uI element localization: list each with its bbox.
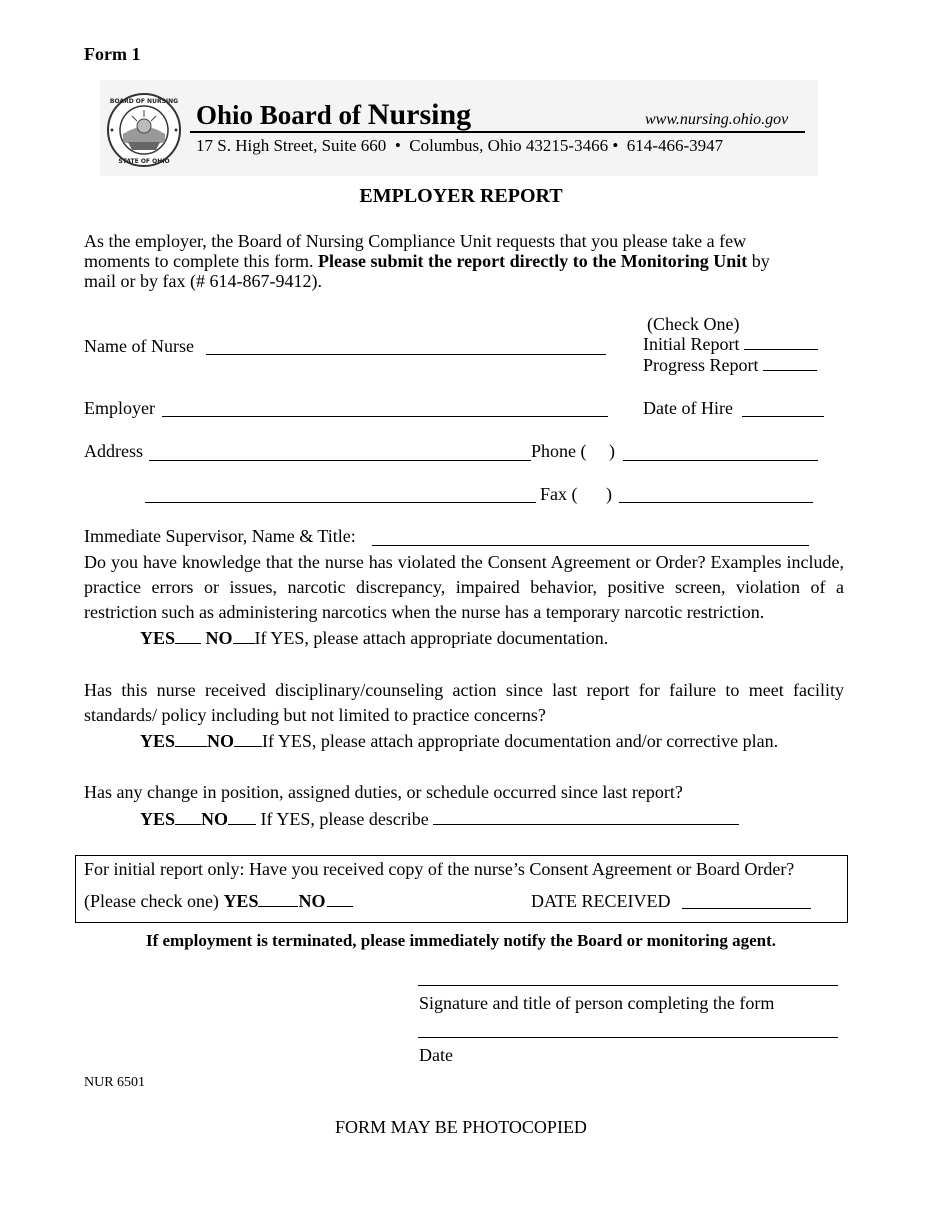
question-1-yes-blank[interactable]: [175, 629, 201, 644]
question-3-text: Has any change in position, assigned duties, or schedule occurred since last report?: [84, 782, 683, 802]
question-2-no-blank[interactable]: [234, 732, 262, 747]
photocopy-footer: FORM MAY BE PHOTOCOPIED: [335, 1117, 587, 1137]
date-of-hire-label: Date of Hire: [643, 398, 733, 418]
initial-box-question: For initial report only: Have you received copy of the nurse’s Consent Agreement or Board Order?: [84, 859, 795, 879]
progress-report-checkbox[interactable]: Progress Report: [643, 355, 817, 375]
address-field-line2[interactable]: [145, 502, 536, 503]
fax-field[interactable]: [619, 502, 813, 503]
question-3-no-blank[interactable]: [228, 810, 256, 825]
signature-field[interactable]: [418, 985, 838, 986]
signature-label: Signature and title of person completing the form: [419, 993, 775, 1013]
phone-field[interactable]: [623, 460, 818, 461]
fax-label: Fax (: [540, 484, 578, 504]
address-field-line1[interactable]: [149, 460, 531, 461]
header-rule: [190, 131, 805, 133]
question-2-yes-blank[interactable]: [175, 732, 207, 747]
initial-box-answer-row: (Please check one) YES NO: [84, 891, 353, 911]
seal-bottom-text: STATE OF OHIO: [118, 158, 170, 165]
form-number: NUR 6501: [84, 1075, 146, 1090]
question-1-text: Do you have knowledge that the nurse has violated the Consent Agreement or Order? Examples include, practice errors or issues, narcotic discrepancy, impaired behavior, positive screen, violation of a restriction such as administering narcotics when the nurse has a temporary narcotic restriction.: [84, 552, 844, 622]
name-of-nurse-label: Name of Nurse: [84, 336, 194, 356]
intro-paragraph: As the employer, the Board of Nursing Compliance Unit requests that you please take a few moments to complete this form. Please submit the report directly to the Monitoring Unit by mail or by fax (# 614-867-9412).: [84, 231, 770, 291]
initial-box-no-blank[interactable]: [327, 892, 353, 907]
question-3-yes-blank[interactable]: [175, 810, 201, 825]
employer-label: Employer: [84, 398, 155, 418]
termination-notice: If employment is terminated, please immediately notify the Board or monitoring agent.: [145, 931, 777, 950]
phone-label: Phone (: [531, 441, 587, 461]
supervisor-field[interactable]: [372, 545, 809, 546]
supervisor-label: Immediate Supervisor, Name & Title:: [84, 526, 356, 546]
date-received-label: DATE RECEIVED: [531, 891, 671, 911]
initial-report-checkbox[interactable]: Initial Report: [643, 334, 818, 354]
check-one-label: (Check One): [647, 314, 740, 334]
form-label: Form 1: [84, 44, 141, 64]
question-3-describe-field[interactable]: [433, 810, 739, 825]
org-name: Ohio Board of Nursing: [196, 98, 472, 131]
page-title: EMPLOYER REPORT: [359, 185, 563, 207]
website-link: www.nursing.ohio.gov: [645, 111, 789, 128]
address-label: Address: [84, 441, 143, 461]
seal-top-text: BOARD OF NURSING: [109, 98, 179, 105]
date-of-hire-field[interactable]: [742, 416, 824, 417]
date-received-field[interactable]: [682, 908, 811, 909]
question-1-answer-row: YES NO If YES, please attach appropriate documentation.: [140, 628, 609, 648]
question-1-no-blank[interactable]: [233, 629, 255, 644]
date-label: Date: [419, 1045, 453, 1065]
employer-field[interactable]: [162, 416, 608, 417]
phone-close-paren: ): [609, 441, 615, 461]
initial-box-yes-blank[interactable]: [258, 892, 298, 907]
org-address: 17 S. High Street, Suite 660 • Columbus, Ohio 43215-3466 • 614-466-3947: [196, 136, 724, 155]
question-2-answer-row: YES NO If YES, please attach appropriate documentation and/or corrective plan.: [140, 731, 779, 751]
ohio-seal-icon: [106, 92, 182, 168]
question-2-text: Has this nurse received disciplinary/counseling action since last report for failure to meet facility standards/ policy including but not limited to practice concerns?: [84, 680, 844, 725]
question-3-answer-row: YES NO If YES, please describe: [140, 809, 739, 829]
fax-close-paren: ): [606, 484, 612, 504]
date-field[interactable]: [418, 1037, 838, 1038]
name-of-nurse-field[interactable]: [206, 354, 606, 355]
